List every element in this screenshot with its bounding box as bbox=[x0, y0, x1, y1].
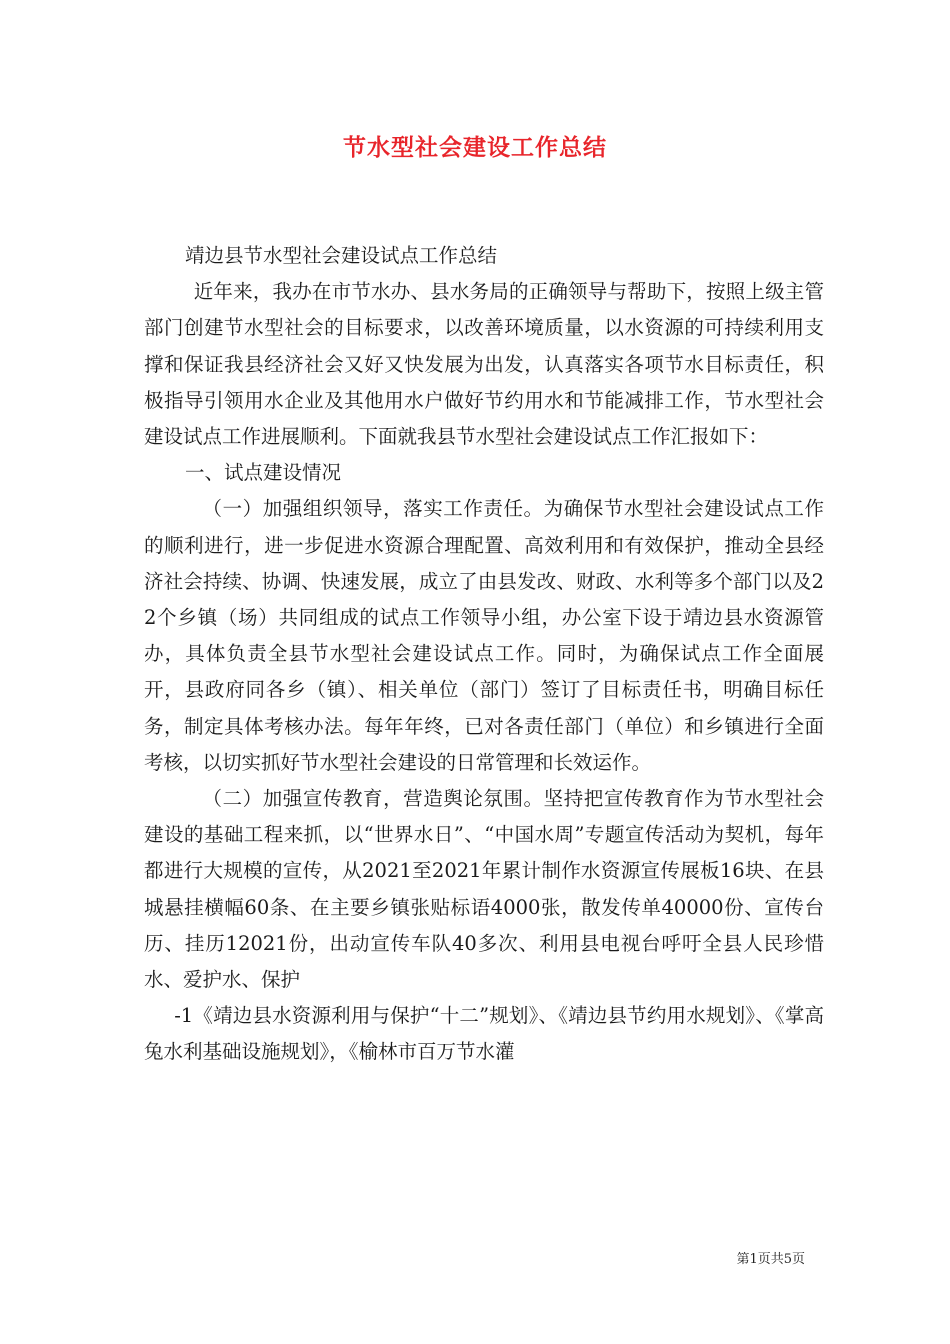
intro-paragraph: 近年来，我办在市节水办、县水务局的正确领导与帮助下，按照上级主管部门创建节水型社会的目标要求，以改善环境质量，以水资源的可持续利用支撑和保证我县经济社会又好又快发展为出发，认真落实各项节水目标责任，积极指导引领用水企业及其他用水户做好节约用水和节能减排工作，节水型社会建设试点工作进展顺利。下面就我县节水型社会建设试点工作汇报如下： bbox=[144, 280, 824, 449]
paragraph-item-2: （二）加强宣传教育，营造舆论氛围。坚持把宣传教育作为节水型社会建设的基础工程来抓，以“世界水日”、“中国水周”专题宣传活动为契机，每年都进行大规模的宣传，从2021至2021年累计制作水资源宣传展板16块、在县城悬挂横幅60条、在主要乡镇张贴标语4000张，散发传单40000份、宣传台历、挂历12021份，出动宣传车队40多次、利用县电视台呼吁全县人民珍惜水、爱护水、保护 bbox=[144, 787, 824, 992]
section-heading: 一、试点建设情况 bbox=[184, 461, 341, 485]
paragraph-fragment: -1《靖边县水资源利用与保护“十二”规划》、《靖边县节约用水规划》、《掌高兔水利基础设施规划》，《榆林市百万节水灌 bbox=[144, 1004, 824, 1064]
paragraph-item-1: （一）加强组织领导，落实工作责任。为确保节水型社会建设试点工作的顺利进行，进一步促进水资源合理配置、高效利用和有效保护，推动全县经济社会持续、协调、快速发展，成立了由县发改、财政、水利等多个部门以及22个乡镇（场）共同组成的试点工作领导小组，办公室下设于靖边县水资源管办，具体负责全县节水型社会建设试点工作。同时，为确保试点工作全面展开，县政府同各乡（镇）、相关单位（部门）签订了目标责任书，明确目标任务，制定具体考核办法。每年年终，已对各责任部门（单位）和乡镇进行全面考核，以切实抓好节水型社会建设的日常管理和长效运作。 bbox=[144, 497, 824, 774]
document-subtitle: 靖边县节水型社会建设试点工作总结 bbox=[184, 244, 497, 267]
page-number: 第1页共5页 bbox=[736, 1252, 805, 1267]
document-body bbox=[144, 238, 824, 1071]
document-title: 节水型社会建设工作总结 bbox=[343, 134, 607, 161]
